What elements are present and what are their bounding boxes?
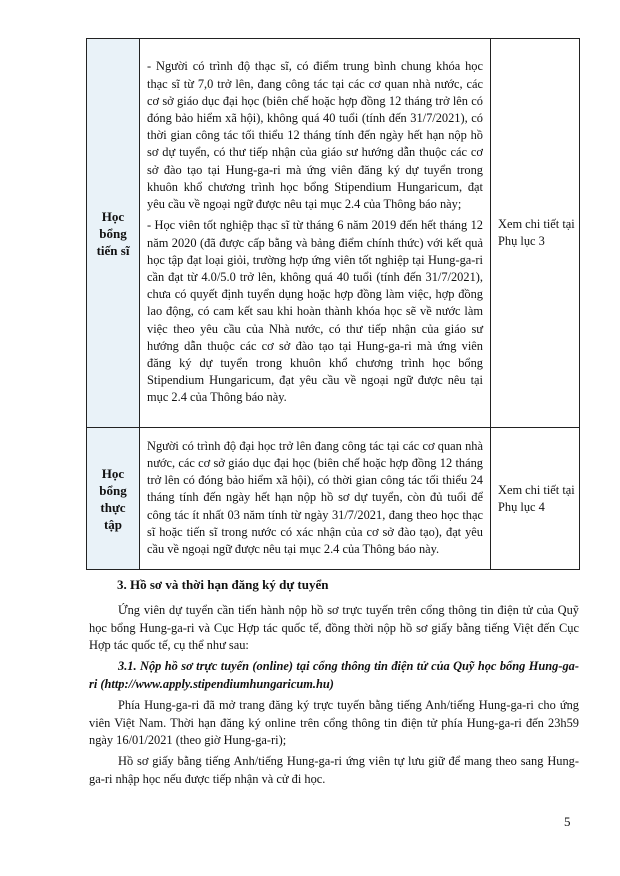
- row-detail-internship: Xem chi tiết tại Phụ lục 4: [491, 428, 580, 570]
- criteria-paragraph: - Học viên tốt nghiệp thạc sĩ từ tháng 6 năm 2019 đến hết tháng 12 năm 2020 (đã được cấp bằng và bảng điểm chính thức) với kết quả học tập đạt loại giỏi, trường hợp ứng viên tốt nghiệp tại Hung-ga-ri cần đạt từ 4.0/5.0 trở lên, không quá 40 tuổi (tính đến 31/7/2021), chưa có quyết định tuyển dụng hoặc hợp đồng làm việc, hợp đồng lao động, có cam kết sau khi hoàn thành khóa học sẽ về nước làm việc theo yêu cầu của Nhà nước, có thư tiếp nhận của giáo sư hướng dẫn thuộc các cơ sở đào tạo tại Hung-ga-ri mà ứng viên đăng ký dự tuyển trong khuôn khổ chương trình học bổng Stipendium Hungaricum, đạt yêu cầu về ngoại ngữ được nêu tại mục 2.4 của Thông báo này.: [147, 218, 483, 405]
- table-row: [87, 39, 580, 428]
- row-label-internship: Học bổng thực tập: [87, 428, 140, 570]
- body-paragraph: Phía Hung-ga-ri đã mở trang đăng ký trực tuyến bằng tiếng Anh/tiếng Hung-ga-ri cho ứng viên Việt Nam. Thời hạn đăng ký online trên cổng thông tin điện tử phía Hung-ga-ri đến 23h59 ngày 16/01/2021 (theo giờ Hung-ga-ri);: [89, 698, 579, 747]
- page-number: 5: [564, 814, 571, 829]
- row-detail-doctoral: Xem chi tiết tại Phụ lục 3: [491, 39, 580, 428]
- row-label-doctoral: Học bổng tiến sĩ: [87, 39, 140, 428]
- criteria-paragraph: Người có trình độ đại học trở lên đang công tác tại các cơ quan nhà nước, các cơ sở giáo dục đại học (biên chế hoặc hợp đồng 12 tháng trở lên có đóng bảo hiểm xã hội), có thời gian công tác tối thiểu 24 tháng tính đến ngày hết hạn nộp hồ sơ dự tuyển, còn đủ tuổi để công tác ít nhất 03 năm tính từ ngày 31/7/2021, đang theo học thạc sĩ hoặc tiến sĩ trong nước có xác nhận của cơ sở đào tạo), đạt yêu cầu về ngoại ngữ được nêu tại mục 2.4 của Thông báo này.: [147, 438, 483, 556]
- row-content-internship: [140, 428, 491, 570]
- table-row: [87, 428, 580, 570]
- section-heading: 3. Hồ sơ và thời hạn đăng ký dự tuyển: [117, 577, 329, 592]
- body-paragraph: Hồ sơ giấy bằng tiếng Anh/tiếng Hung-ga-ri ứng viên tự lưu giữ để mang theo sang Hung-ga-ri nhập học nếu được tiếp nhận và cử đi học.: [89, 754, 579, 786]
- criteria-paragraph: - Người có trình độ thạc sĩ, có điểm trung bình chung khóa học thạc sĩ từ 7,0 trở lên, đang công tác tại các cơ quan nhà nước, các cơ sở giáo dục đại học (biên chế hoặc hợp đồng 12 tháng trở lên có đóng bảo hiểm xã hội), không quá 40 tuổi (tính đến 31/7/2021), có thời gian công tác tối thiểu 12 tháng tính đến ngày hết hạn nộp hồ sơ dự tuyển, có thư tiếp nhận của giáo sư hướng dẫn thuộc các cơ sở đào tạo tại Hung-ga-ri mà ứng viên đăng ký dự tuyển trong khuôn khổ chương trình học bổng Stipendium Hungaricum, đạt yêu cầu về ngoại ngữ được nêu tại mục 2.4 của Thông báo này;: [147, 59, 483, 212]
- section-intro: Ứng viên dự tuyển cần tiến hành nộp hồ sơ trực tuyến trên cổng thông tin điện tử của Quỹ học bổng Hung-ga-ri và Cục Hợp tác quốc tế, đồng thời nộp hồ sơ giấy bằng tiếng Việt đến Cục Hợp tác quốc tế, cụ thể như sau:: [89, 603, 579, 652]
- scholarship-table: [86, 38, 580, 570]
- sub-heading: 3.1. Nộp hồ sơ trực tuyến (online) tại cổng thông tin điện tử của Quỹ học bổng Hung-ga-ri (http://www.apply.stipendiumhungaricum.hu): [89, 659, 579, 691]
- row-content-doctoral: [140, 39, 491, 428]
